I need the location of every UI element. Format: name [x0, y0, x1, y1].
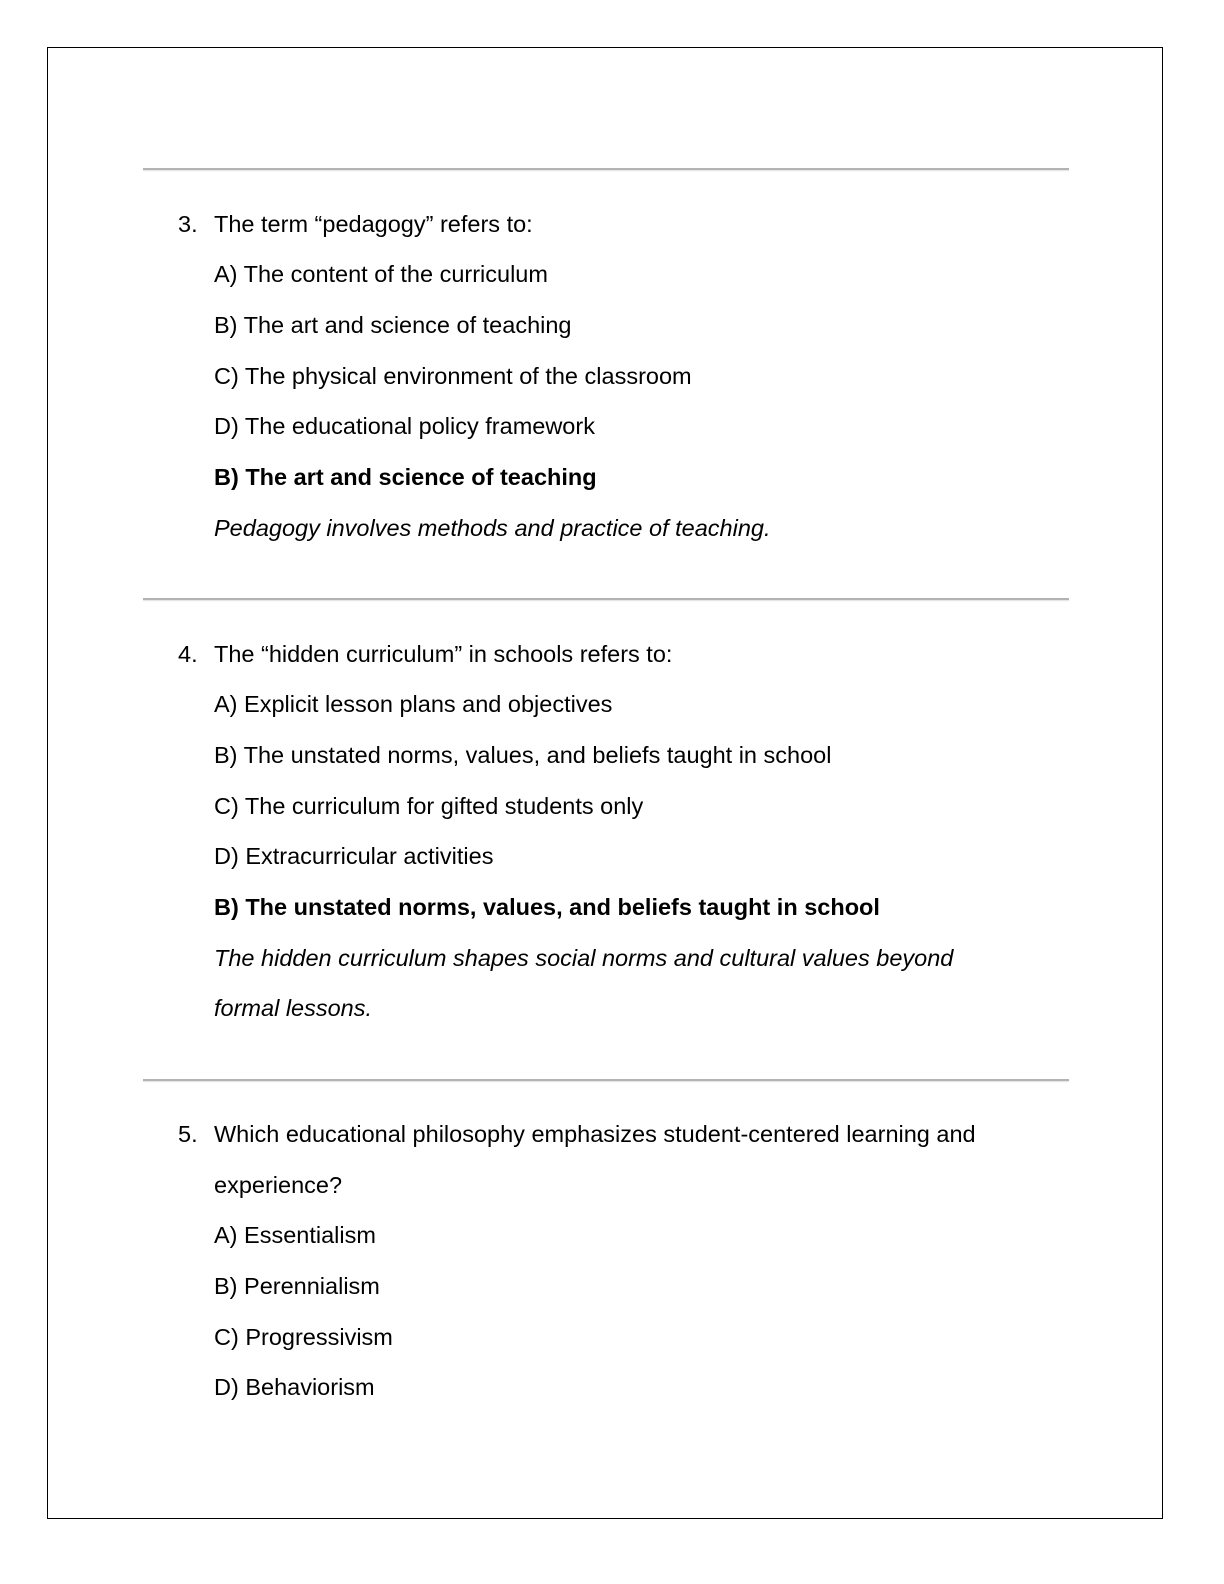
option-b: B) The art and science of teaching — [214, 312, 572, 338]
option-d: D) Behaviorism — [214, 1374, 375, 1400]
correct-answer: B) The art and science of teaching — [214, 464, 597, 490]
question-text: The “hidden curriculum” in schools refers to: — [214, 641, 673, 667]
correct-answer: B) The unstated norms, values, and beliefs taught in school — [214, 894, 880, 920]
option-d: D) The educational policy framework — [214, 413, 595, 439]
option-c: C) The physical environment of the classroom — [214, 363, 692, 389]
question-text: experience? — [214, 1172, 343, 1198]
section-divider — [143, 598, 1069, 600]
option-d: D) Extracurricular activities — [214, 843, 494, 869]
answer-explanation: formal lessons. — [214, 995, 373, 1021]
answer-explanation: Pedagogy involves methods and practice of teaching. — [214, 515, 771, 541]
section-divider — [143, 1079, 1069, 1081]
question-text: Which educational philosophy emphasizes student-centered learning and — [214, 1121, 976, 1147]
question-number: 5. — [178, 1121, 198, 1147]
question-number: 3. — [178, 211, 198, 237]
answer-explanation: The hidden curriculum shapes social norms and cultural values beyond — [214, 945, 954, 971]
question-number: 4. — [178, 641, 198, 667]
question-text: The term “pedagogy” refers to: — [214, 211, 533, 237]
section-divider — [143, 168, 1069, 170]
option-a: A) Essentialism — [214, 1222, 376, 1248]
option-c: C) Progressivism — [214, 1324, 393, 1350]
option-c: C) The curriculum for gifted students only — [214, 793, 644, 819]
option-a: A) Explicit lesson plans and objectives — [214, 691, 613, 717]
option-b: B) The unstated norms, values, and beliefs taught in school — [214, 742, 832, 768]
option-b: B) Perennialism — [214, 1273, 380, 1299]
option-a: A) The content of the curriculum — [214, 261, 548, 287]
